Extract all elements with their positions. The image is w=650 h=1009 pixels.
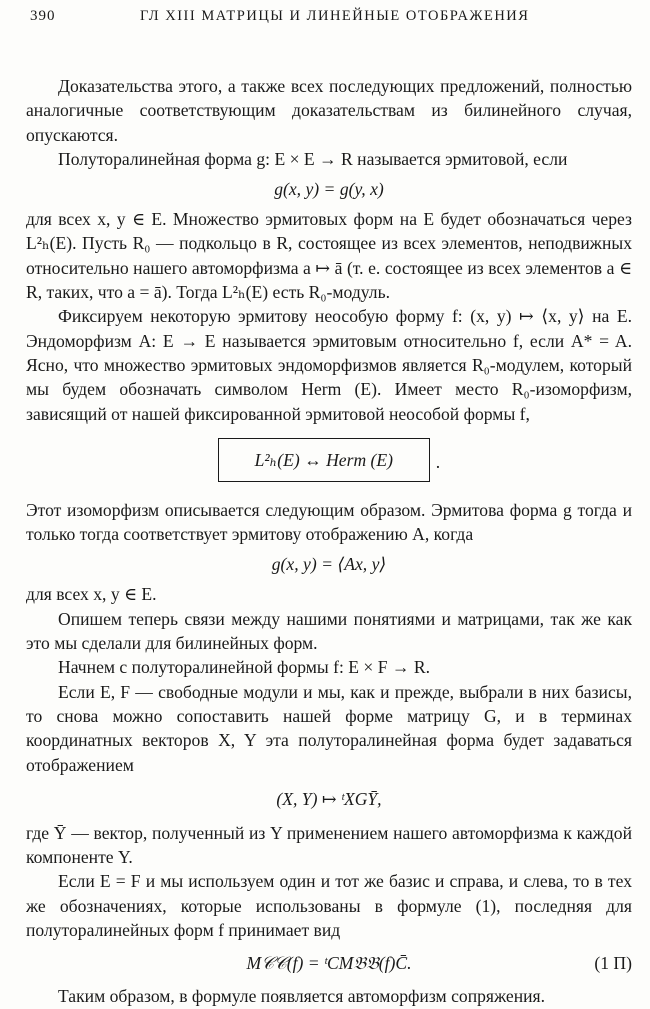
boxed-formula: L²ₕ(E) ↔ Herm (E) xyxy=(218,438,430,482)
boxed-formula-period: . xyxy=(435,451,441,472)
adjoint-formula: g(x, y) = ⟨Ax, y⟩ xyxy=(271,554,387,575)
paragraph: Если E = F и мы используем один и тот же базис и справа, и слева, то в тех же обозначениях, которые использованы в формуле (1), последняя для полуторалинейных форм f принимает вид xyxy=(26,871,632,941)
hermitian-formula: g(x, y) = g(y, x) xyxy=(274,179,384,200)
paragraph: Доказательства этого, а также всех последующих предложений, полностью аналогичные соответствующим доказательствам из билинейного случая, опускаются. xyxy=(26,76,632,145)
mapping-formula: (X, Y) ↦ ᵗXGȲ, xyxy=(276,788,382,809)
paragraph: Начнем с полуторалинейной формы f: E × F → R. xyxy=(58,657,431,678)
boxed-isomorphism xyxy=(26,438,632,484)
paragraph: Опишем теперь связи между нашими понятиями и матрицами, так же как это мы сделали для билинейных форм. xyxy=(26,608,632,654)
page-number: 390 xyxy=(30,8,56,24)
paragraph: Таким образом, в формуле появляется автоморфизм сопряжения. xyxy=(58,986,546,1007)
equation-number: (1 П) xyxy=(594,953,632,974)
page-body xyxy=(26,74,632,1009)
paragraph: для всех x, y ∈ E. xyxy=(26,584,157,605)
paragraph: Фиксируем некоторую эрмитову неособую форму f: (x, y) ↦ ⟨x, y⟩ на E. Эндоморфизм A: E → E называется эрмитовым относительно f, если A* = A. Ясно, что множество эрмитовых эндоморфизмов является R₀-модулем, который мы будем обозначать символом Herm (E). Имеет место R₀-изоморфизм, зависящий от нашей фиксированной эрмитовой неособой формы f, xyxy=(26,306,632,424)
running-title: ГЛ XIII МАТРИЦЫ И ЛИНЕЙНЫЕ ОТОБРАЖЕНИЯ xyxy=(140,8,530,24)
matrix-equation xyxy=(26,948,632,978)
matrix-formula: M𝒞𝒞(f) = ᵗCM𝔅𝔅(f)C̄. xyxy=(246,953,412,974)
paragraph: Если E, F — свободные модули и мы, как и прежде, выбрали в них базисы, то снова можно сопоставить нашей форме матрицу G, и в терминах координатных векторов X, Y эта полуторалинейная форма будет задаваться отображением xyxy=(26,681,632,775)
paragraph: Этот изоморфизм описывается следующим образом. Эрмитова форма g тогда и только тогда соответствует эрмитову отображению A, когда xyxy=(26,499,632,545)
paragraph: где Ȳ — вектор, полученный из Y применением нашего автоморфизма к каждой компоненте Y. xyxy=(26,822,632,868)
paragraph: для всех x, y ∈ E. Множество эрмитовых форм на E будет обозначаться через L²ₕ(E). Пусть R₀ — подкольцо в R, состоящее из всех элементов, неподвижных относительно нашего автоморфизма a ↦ ā (т. е. состоящее из всех элементов a ∈ R, таких, что a = ā). Тогда L²ₕ(E) есть R₀-модуль. xyxy=(26,209,632,303)
paragraph: Полуторалинейная форма g: E × E → R называется эрмитовой, если xyxy=(58,148,568,169)
